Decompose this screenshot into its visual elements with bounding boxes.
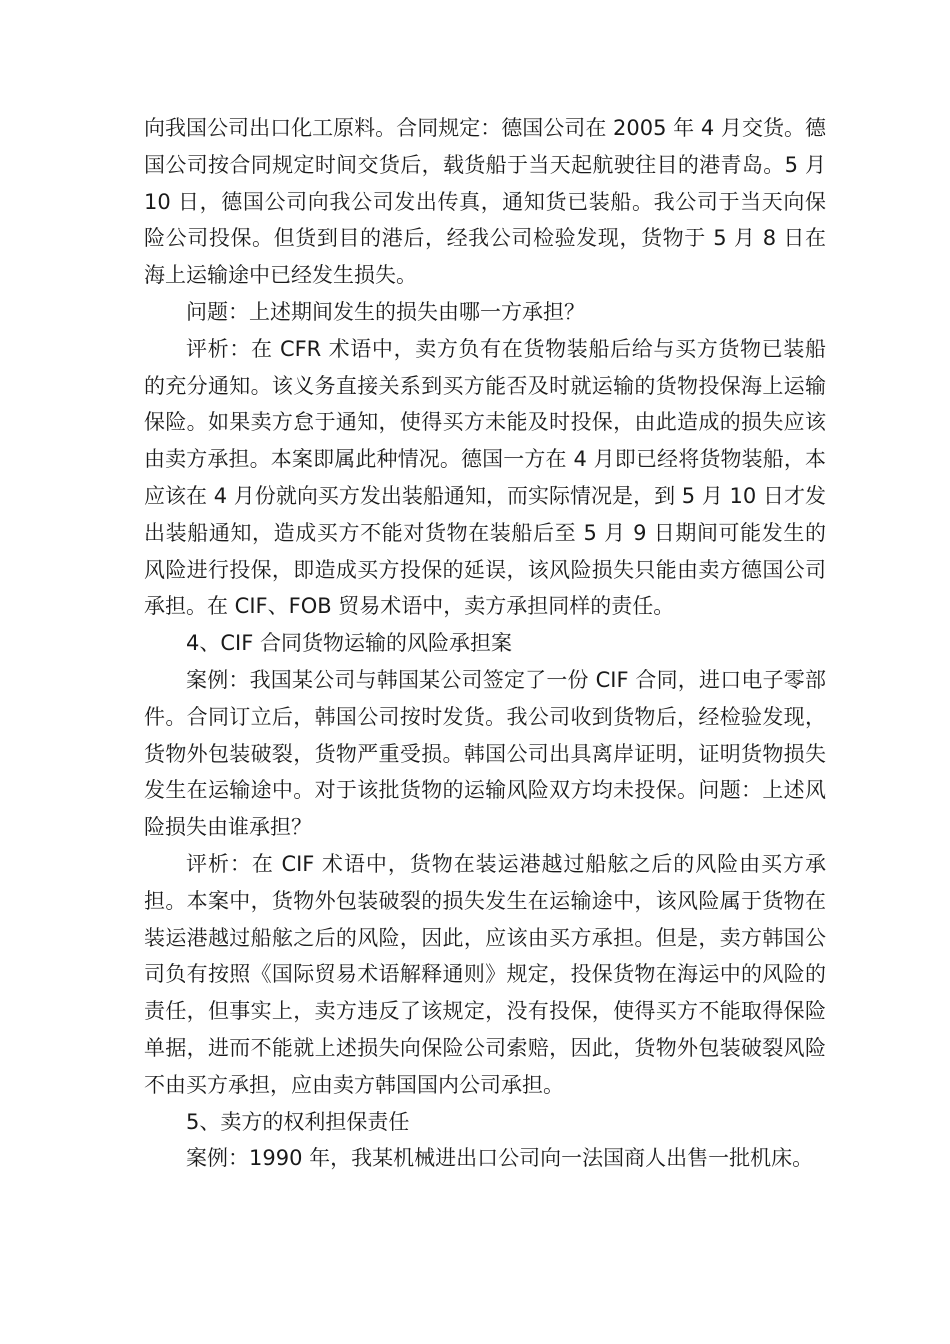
document-body bbox=[144, 110, 826, 1177]
section-heading-5: 5、卖方的权利担保责任 bbox=[186, 1109, 410, 1134]
paragraph-question-1: 问题：上述期间发生的损失由哪一方承担？ bbox=[186, 299, 585, 324]
section-heading-4: 4、CIF 合同货物运输的风险承担案 bbox=[186, 631, 512, 656]
paragraph-contract-background: 向我国公司出口化工原料。合同规定：德国公司在 2005 年 4 月交货。德国公司按合同规定时间交货后，载货船于当天起航驶往目的港青岛。5 月 10 日，德国公司向我公司发出传真，通知货已装船。我公司于当天向保险公司投保。但货到目的港后，经我公司检验发现，货物于 5 月 8 日在海上运输途中已经发生损失。 bbox=[144, 116, 826, 288]
paragraph-analysis-1: 评析：在 CFR 术语中，卖方负有在货物装船后给与买方货物已装船的充分通知。该义务直接关系到买方能否及时就运输的货物投保海上运输保险。如果卖方怠于通知，使得买方未能及时投保，由此造成的损失应该由卖方承担。本案即属此种情况。德国一方在 4 月即已经将货物装船，本应该在 4 月份就向买方发出装船通知，而实际情况是，到 5 月 10 日才发出装船通知，造成买方不能对货物在装船后至 5 月 9 日期间可能发生的风险进行投保，即造成买方投保的延误，该风险损失只能由卖方德国公司承担。在 CIF、FOB 贸易术语中，卖方承担同样的责任。 bbox=[144, 336, 826, 619]
paragraph-analysis-4: 评析：在 CIF 术语中，货物在装运港越过船舷之后的风险由买方承担。本案中，货物外包装破裂的损失发生在运输途中，该风险属于货物在装运港越过船舷之后的风险，因此，应该由买方承担。但是，卖方韩国公司负有按照《国际贸易术语解释通则》规定，投保货物在海运中的风险的责任，但事实上，卖方违反了该规定，没有投保，使得买方不能取得保险单据，进而不能就上述损失向保险公司索赔，因此，货物外包装破裂风险不由买方承担，应由卖方韩国国内公司承担。 bbox=[144, 851, 826, 1097]
paragraph-case-5: 案例：1990 年，我某机械进出口公司向一法国商人出售一批机床。 bbox=[186, 1146, 814, 1171]
paragraph-case-4: 案例：我国某公司与韩国某公司签定了一份 CIF 合同，进口电子零部件。合同订立后，韩国公司按时发货。我公司收到货物后，经检验发现，货物外包装破裂，货物严重受损。韩国公司出具离岸证明，证明货物损失发生在运输途中。对于该批货物的运输风险双方均未投保。问题：上述风险损失由谁承担？ bbox=[144, 667, 826, 840]
